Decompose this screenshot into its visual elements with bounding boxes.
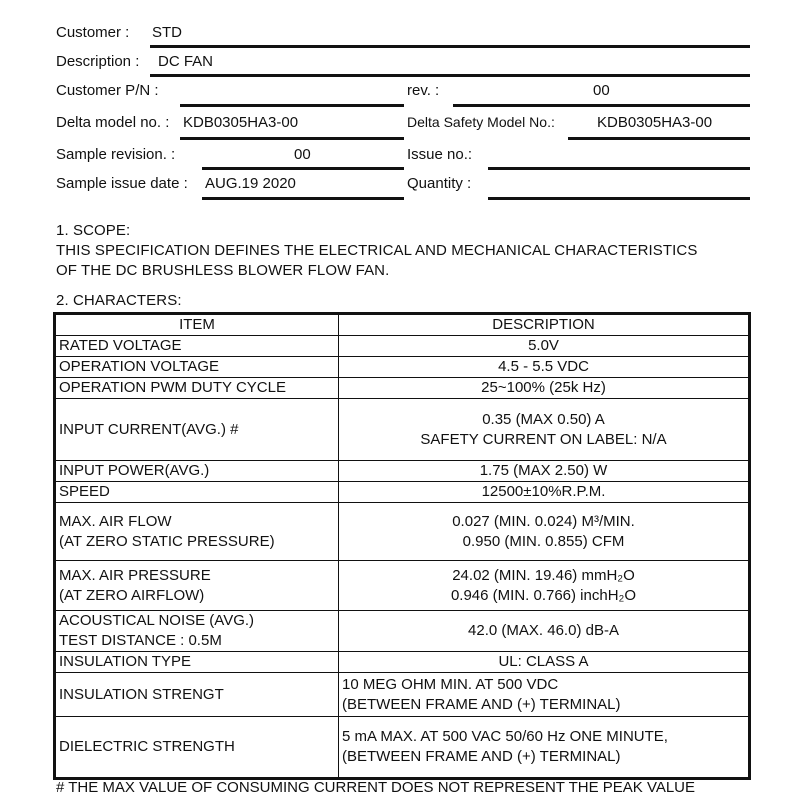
desc-text: 5 mA MAX. AT 500 VAC 50/60 Hz ONE MINUTE, <box>342 728 668 745</box>
table-row <box>55 378 750 399</box>
column-header-description: DESCRIPTION <box>339 314 750 336</box>
desc-cell <box>339 717 750 779</box>
item-cell <box>55 336 339 357</box>
desc-text: 12500±10%R.P.M. <box>481 483 606 500</box>
customer-value: STD <box>152 24 182 41</box>
quantity-label: Quantity : <box>407 175 472 192</box>
desc-text: 24.02 (MIN. 19.46) mmH₂O <box>452 566 635 584</box>
delta-model-value: KDB0305HA3-00 <box>183 114 299 131</box>
item-text: INSULATION TYPE <box>59 653 191 670</box>
characters-heading: 2. CHARACTERS: <box>56 292 182 309</box>
item-cell <box>55 673 339 717</box>
issue-no-label: Issue no.: <box>407 146 473 163</box>
desc-cell <box>339 561 750 611</box>
item-cell <box>55 482 339 503</box>
delta-safety-model-underline <box>568 137 750 140</box>
table-header-row <box>55 314 750 336</box>
footnote: # THE MAX VALUE OF CONSUMING CURRENT DOES NOT REPRESENT THE PEAK VALUE <box>56 779 696 796</box>
item-cell <box>55 357 339 378</box>
item-cell <box>55 611 339 652</box>
desc-text: UL: CLASS A <box>498 653 589 670</box>
item-text: OPERATION VOLTAGE <box>59 358 220 375</box>
item-cell <box>55 461 339 482</box>
table-row <box>55 503 750 561</box>
table-row <box>55 399 750 461</box>
item-text: OPERATION PWM DUTY CYCLE <box>59 379 286 396</box>
scope-line-1: THIS SPECIFICATION DEFINES THE ELECTRICAL AND MECHANICAL CHARACTERISTICS <box>56 242 698 259</box>
delta-model-label: Delta model no. : <box>56 114 170 131</box>
sample-issue-date-underline <box>202 197 404 200</box>
item-cell <box>55 717 339 779</box>
table-row <box>55 357 750 378</box>
desc-text: 0.027 (MIN. 0.024) M³/MIN. <box>452 512 635 530</box>
column-header-item: ITEM <box>55 314 339 336</box>
table-row <box>55 482 750 503</box>
item-cell <box>55 503 339 561</box>
delta-safety-model-label: Delta Safety Model No.: <box>407 114 555 130</box>
desc-cell <box>339 336 750 357</box>
desc-cell <box>339 357 750 378</box>
table-row <box>55 652 750 673</box>
table-row <box>55 561 750 611</box>
desc-cell <box>339 378 750 399</box>
customer-pn-label: Customer P/N : <box>56 82 159 99</box>
desc-text: 0.35 (MAX 0.50) A <box>482 410 605 428</box>
description-underline <box>150 74 750 77</box>
rev-value: 00 <box>593 82 610 99</box>
table-row <box>55 717 750 779</box>
item-text: DIELECTRIC STRENGTH <box>59 738 235 755</box>
desc-text: 4.5 - 5.5 VDC <box>498 358 589 375</box>
item-cell <box>55 399 339 461</box>
item-cell <box>55 652 339 673</box>
desc-cell <box>339 482 750 503</box>
item-text: RATED VOLTAGE <box>59 337 182 354</box>
customer-label: Customer : <box>56 24 130 41</box>
delta-safety-model-value: KDB0305HA3-00 <box>597 114 713 131</box>
table-row <box>55 611 750 652</box>
item-text: (AT ZERO AIRFLOW) <box>59 586 205 604</box>
desc-text: 0.946 (MIN. 0.766) inchH₂O <box>450 586 637 604</box>
rev-underline <box>453 104 750 107</box>
item-text: TEST DISTANCE : 0.5M <box>59 632 222 649</box>
scope-heading: 1. SCOPE: <box>56 222 131 239</box>
table-row <box>55 461 750 482</box>
sample-issue-date-label: Sample issue date : <box>56 175 188 192</box>
quantity-underline <box>488 197 750 200</box>
sample-revision-label: Sample revision. : <box>56 146 176 163</box>
desc-text: (BETWEEN FRAME AND (+) TERMINAL) <box>342 748 621 765</box>
sample-revision-value: 00 <box>294 146 311 163</box>
customer-underline <box>150 45 750 48</box>
item-text: ACOUSTICAL NOISE (AVG.) <box>59 612 255 629</box>
item-text: INPUT CURRENT(AVG.) # <box>59 420 239 438</box>
rev-label: rev. : <box>407 82 440 99</box>
desc-text: 5.0V <box>528 337 559 354</box>
item-text: INPUT POWER(AVG.) <box>59 462 210 479</box>
description-label: Description : <box>56 53 140 70</box>
desc-cell <box>339 503 750 561</box>
item-text: MAX. AIR FLOW <box>59 512 172 530</box>
desc-text: 0.950 (MIN. 0.855) CFM <box>462 532 625 550</box>
customer-pn-underline <box>180 104 404 107</box>
desc-cell <box>339 673 750 717</box>
delta-model-underline <box>180 137 404 140</box>
desc-cell <box>339 461 750 482</box>
item-text: SPEED <box>59 483 110 500</box>
item-cell <box>55 378 339 399</box>
item-text: (AT ZERO STATIC PRESSURE) <box>59 532 275 550</box>
desc-text: (BETWEEN FRAME AND (+) TERMINAL) <box>342 695 621 713</box>
scope-section <box>56 221 697 281</box>
desc-cell <box>339 611 750 652</box>
item-text: MAX. AIR PRESSURE <box>59 566 211 584</box>
table-row <box>55 336 750 357</box>
scope-line-2: OF THE DC BRUSHLESS BLOWER FLOW FAN. <box>56 262 390 279</box>
desc-text: SAFETY CURRENT ON LABEL: N/A <box>420 430 667 448</box>
desc-cell <box>339 399 750 461</box>
desc-text: 25~100% (25k Hz) <box>481 379 606 396</box>
characters-table <box>53 312 751 780</box>
sample-revision-underline <box>202 167 404 170</box>
desc-text: 42.0 (MAX. 46.0) dB-A <box>468 622 619 639</box>
description-value: DC FAN <box>158 53 214 70</box>
table-row <box>55 673 750 717</box>
issue-no-underline <box>488 167 750 170</box>
item-text: INSULATION STRENGT <box>59 685 224 703</box>
desc-text: 10 MEG OHM MIN. AT 500 VDC <box>342 675 559 693</box>
item-cell <box>55 561 339 611</box>
desc-text: 1.75 (MAX 2.50) W <box>479 462 608 479</box>
sample-issue-date-value: AUG.19 2020 <box>205 175 296 192</box>
desc-cell <box>339 652 750 673</box>
